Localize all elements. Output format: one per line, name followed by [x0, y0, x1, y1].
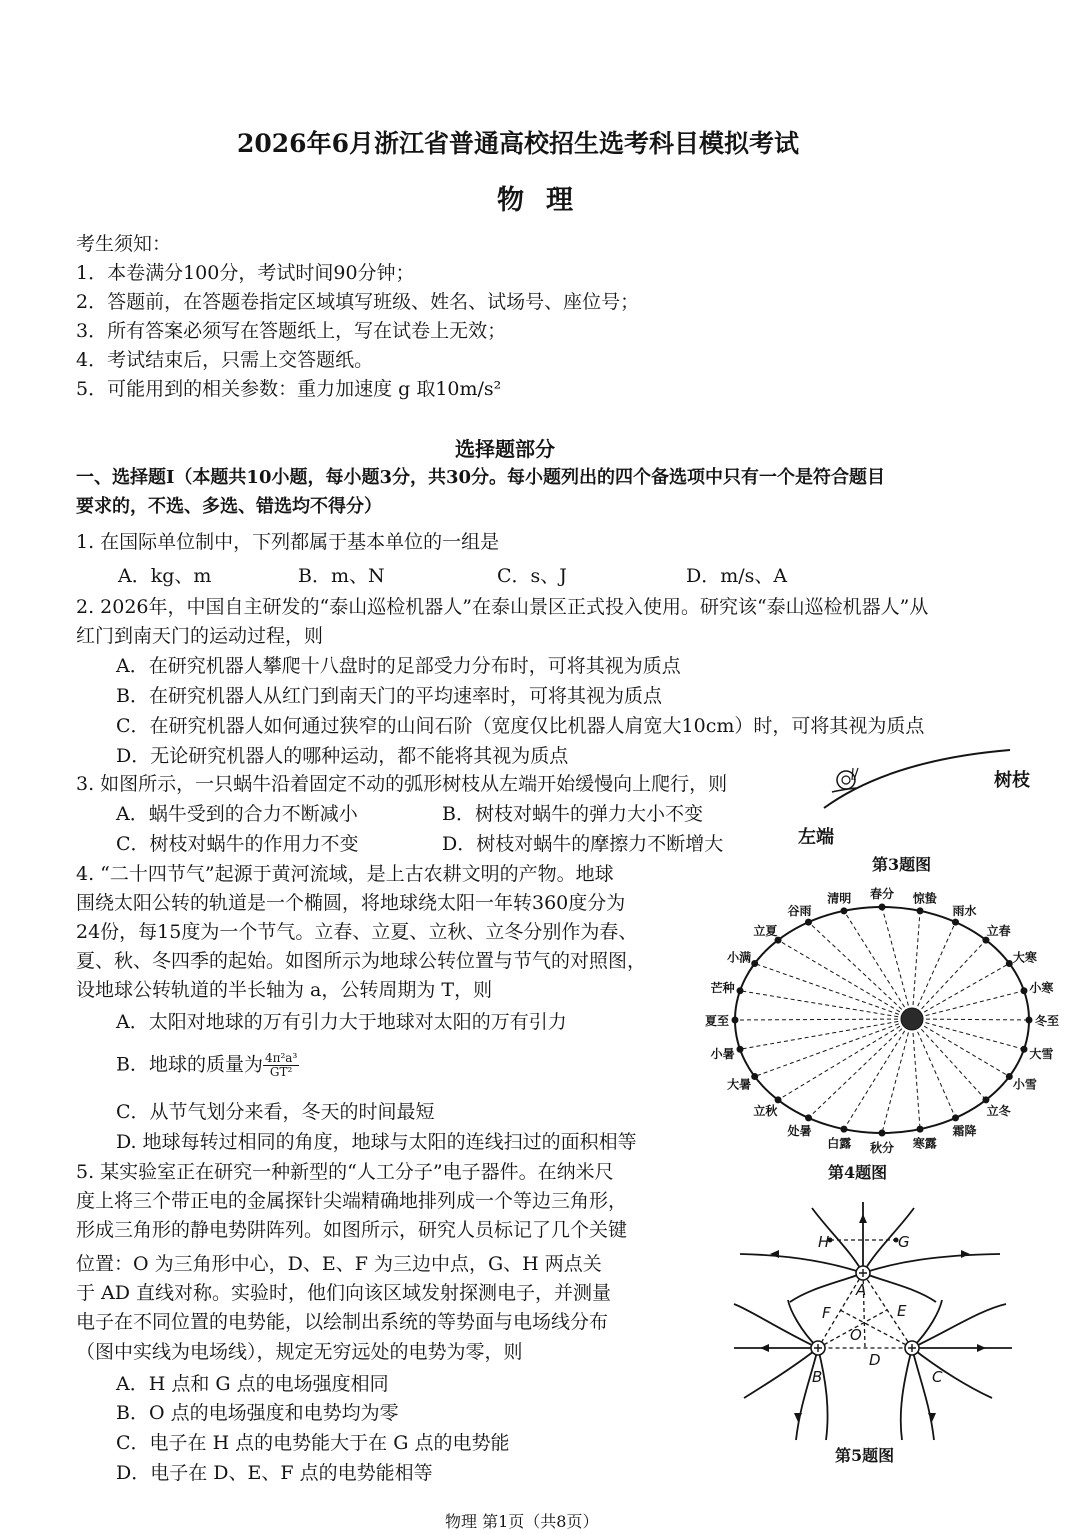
q3-option-a: A．蜗牛受到的合力不断减小 — [116, 803, 358, 825]
fraction-denominator: GT² — [269, 1065, 293, 1079]
term-ray — [882, 907, 912, 1019]
term-label: 大暑 — [727, 1077, 752, 1092]
term-label: 秋分 — [869, 1141, 895, 1155]
q4-stem: 24份，每15度为一个节气。立春、立夏、立秋、立冬分别作为春、 — [76, 921, 638, 943]
q5-option-d: D．电子在 D、E、F 点的电势能相等 — [116, 1462, 433, 1484]
term-rays — [732, 904, 1033, 1137]
q4-stem: 夏、秋、冬四季的起始。如图所示为地球公转位置与节气的对照图， — [76, 950, 647, 972]
label-d: D — [869, 1351, 881, 1369]
page-footer: 物理 第1页（共8页） — [445, 1512, 599, 1531]
q4-option-b-text: B．地球的质量为 — [116, 1053, 263, 1076]
q4-option-a: A．太阳对地球的万有引力大于地球对太阳的万有引力 — [116, 1011, 567, 1033]
term-label: 白露 — [827, 1136, 852, 1151]
q1-option-a: A．kg、m — [118, 565, 212, 587]
term-point — [952, 919, 959, 926]
term-label: 春分 — [869, 887, 895, 901]
fraction-numerator: 4π²a³ — [264, 1051, 298, 1065]
term-label: 小寒 — [1029, 981, 1054, 996]
q5-stem: 5. 某实验室正在研究一种新型的“人工分子”电子器件。在纳米尺 — [76, 1161, 614, 1183]
term-label: 清明 — [827, 891, 852, 906]
point-labels — [812, 1233, 943, 1386]
term-label: 处暑 — [787, 1123, 812, 1138]
term-point — [917, 907, 924, 914]
term-point — [737, 987, 744, 994]
term-point — [751, 960, 758, 967]
term-label: 谷雨 — [787, 904, 812, 919]
section-title: 选择题部分 — [455, 437, 555, 461]
q1-option-c: C．s、J — [497, 565, 567, 587]
term-ray — [912, 1019, 1024, 1049]
q5-option-a: A．H 点和 G 点的电场强度相同 — [116, 1373, 389, 1395]
q3-option-d: D．树枝对蜗牛的摩擦力不断增大 — [442, 833, 724, 855]
term-ray — [912, 1019, 986, 1100]
term-point — [1006, 1073, 1013, 1080]
term-label: 立冬 — [986, 1103, 1011, 1118]
q2-option-a: A．在研究机器人攀爬十八盘时的足部受力分布时，可将其视为质点 — [116, 655, 681, 677]
term-ray — [755, 964, 912, 1020]
term-point — [1020, 1046, 1027, 1053]
q5-stem: 位置：O 为三角形中心，D、E、F 为三边中点，G、H 两点关 — [76, 1253, 602, 1275]
label-o: O — [850, 1326, 862, 1344]
q3-stem: 3. 如图所示，一只蜗牛沿着固定不动的弧形树枝从左端开始缓慢向上爬行，则 — [76, 773, 728, 795]
q4-stem: 围绕太阳公转的轨道是一个椭圆，将地球绕太阳一年转360度分为 — [76, 892, 626, 914]
term-point — [805, 1114, 812, 1121]
q5-stem: 于 AD 直线对称。实验时，他们向该区域发射探测电子，并测量 — [76, 1282, 612, 1304]
term-point — [1006, 960, 1013, 967]
term-ray — [809, 922, 913, 1019]
term-ray — [912, 1019, 1009, 1077]
notice-item: 2．答题前，在答题卷指定区域填写班级、姓名、试场号、座位号； — [76, 291, 640, 313]
term-label: 小满 — [727, 950, 752, 965]
q2-option-d: D．无论研究机器人的哪种运动，都不能将其视为质点 — [116, 745, 569, 767]
term-point — [840, 907, 847, 914]
term-label: 立春 — [986, 924, 1011, 939]
field-arrows — [760, 1214, 986, 1422]
q4-option-c: C．从节气划分来看，冬天的时间最短 — [116, 1101, 435, 1123]
subject-title: 物理 — [497, 185, 595, 216]
q2-stem: 2. 2026年，中国自主研发的“泰山巡检机器人”在泰山景区正式投入使用。研究该“泰山巡检机器人”从 — [76, 596, 929, 618]
term-ray — [735, 1019, 912, 1020]
notice-item: 5．可能用到的相关参数：重力加速度 g 取10m/s² — [76, 378, 502, 400]
term-label: 夏至 — [704, 1014, 730, 1028]
label-c: C — [932, 1368, 943, 1386]
q2-stem: 红门到南天门的运动过程，则 — [76, 625, 324, 647]
term-point — [982, 1096, 989, 1103]
term-point — [737, 1046, 744, 1053]
exam-title: 2026年6月浙江省普通高校招生选考科目模拟考试 — [237, 129, 799, 158]
term-point — [952, 1114, 959, 1121]
term-ray — [912, 991, 1024, 1019]
q1-stem: 1. 在国际单位制中，下列都属于基本单位的一组是 — [76, 531, 500, 553]
fig3-label-branch: 树枝 — [994, 770, 1030, 791]
q4-option-b — [116, 1052, 299, 1079]
fig3-caption: 第3题图 — [872, 855, 932, 874]
q4-option-d: D. 地球每转过相同的角度，地球与太阳的连线扫过的面积相等 — [116, 1131, 637, 1153]
term-ray — [778, 1019, 912, 1100]
q1-option-d: D．m/s、A — [686, 565, 788, 587]
term-label: 霜降 — [952, 1123, 977, 1138]
term-point — [879, 904, 886, 911]
label-g: G — [898, 1233, 910, 1251]
q5-option-b: B．O 点的电场强度和电势均为零 — [116, 1402, 399, 1424]
section-intro: 一、选择题Ⅰ（本题共10小题，每小题3分，共30分。每小题列出的四个备选项中只有一个是符合题目 — [76, 467, 886, 488]
term-ray — [912, 1019, 1029, 1020]
term-label: 立夏 — [753, 924, 778, 939]
fig3-label-left: 左端 — [798, 827, 834, 848]
label-e: E — [897, 1302, 907, 1320]
notice-item: 3．所有答案必须写在答题纸上，写在试卷上无效； — [76, 320, 507, 342]
term-point — [1020, 987, 1027, 994]
electric-field-figure — [730, 1200, 1020, 1445]
q3-option-c: C．树枝对蜗牛的作用力不变 — [116, 833, 359, 855]
term-point — [879, 1130, 886, 1137]
q4-option-b-fraction — [263, 1052, 299, 1079]
field-lines — [734, 1202, 1012, 1440]
term-point — [732, 1017, 739, 1024]
q4-stem: 设地球公转轨道的半长轴为 a，公转周期为 T，则 — [76, 979, 493, 1001]
term-label: 惊蛰 — [912, 891, 937, 906]
notice-item: 4．考试结束后，只需上交答题纸。 — [76, 349, 374, 371]
notice-heading: 考生须知： — [76, 233, 172, 255]
term-label: 寒露 — [912, 1136, 937, 1151]
term-ray — [912, 922, 956, 1019]
label-h: H — [818, 1233, 830, 1251]
term-ray — [755, 1019, 912, 1077]
label-a: A — [856, 1281, 867, 1299]
term-label: 雨水 — [952, 904, 977, 919]
term-point — [840, 1126, 847, 1133]
q4-stem: 4. “二十四节气”起源于黄河流域，是上古农耕文明的产物。地球 — [76, 863, 614, 885]
term-label: 小暑 — [710, 1046, 735, 1061]
label-b: B — [812, 1368, 823, 1386]
term-ray — [912, 964, 1009, 1020]
term-label: 冬至 — [1034, 1014, 1060, 1028]
term-point — [751, 1073, 758, 1080]
sun-icon — [901, 1008, 923, 1030]
term-label: 立秋 — [753, 1103, 778, 1118]
term-point — [805, 919, 812, 926]
q5-stem: 度上将三个带正电的金属探针尖端精确地排列成一个等边三角形， — [76, 1190, 628, 1212]
label-f: F — [822, 1304, 831, 1322]
term-label: 芒种 — [710, 981, 735, 996]
section-intro: 要求的，不选、多选、错选均不得分） — [76, 496, 382, 517]
q2-option-c: C．在研究机器人如何通过狭窄的山间石阶（宽度仅比机器人肩宽大10cm）时，可将其视为质点 — [116, 715, 925, 737]
term-label: 大雪 — [1029, 1046, 1054, 1061]
q5-stem: 形成三角形的静电势阱阵列。如图所示，研究人员标记了几个关键 — [76, 1219, 628, 1241]
snail-icon — [832, 768, 858, 792]
fig5-caption: 第5题图 — [835, 1446, 895, 1465]
term-point — [775, 1096, 782, 1103]
fig4-caption: 第4题图 — [828, 1163, 888, 1182]
term-point — [917, 1126, 924, 1133]
term-label: 大寒 — [1012, 950, 1037, 965]
term-ray — [912, 940, 986, 1019]
q1-option-b: B．m、N — [298, 565, 385, 587]
term-labels — [705, 886, 1059, 1155]
q5-stem: 电子在不同位置的电势能，以绘制出系统的等势面与电场线分布 — [76, 1311, 609, 1333]
term-point — [1026, 1017, 1033, 1024]
q3-option-b: B．树枝对蜗牛的弹力大小不变 — [442, 803, 703, 825]
term-ray — [778, 940, 912, 1019]
q5-option-c: C．电子在 H 点的电势能大于在 G 点的电势能 — [116, 1432, 510, 1454]
q2-option-b: B．在研究机器人从红门到南天门的平均速率时，可将其视为质点 — [116, 685, 662, 707]
notice-item: 1．本卷满分100分，考试时间90分钟； — [76, 262, 415, 284]
q5-stem: （图中实线为电场线），规定无穷远处的电势为零，则 — [76, 1341, 523, 1363]
solar-terms-orbit-figure — [704, 887, 1060, 1155]
term-label: 小雪 — [1012, 1077, 1037, 1092]
term-ray — [882, 1019, 912, 1133]
